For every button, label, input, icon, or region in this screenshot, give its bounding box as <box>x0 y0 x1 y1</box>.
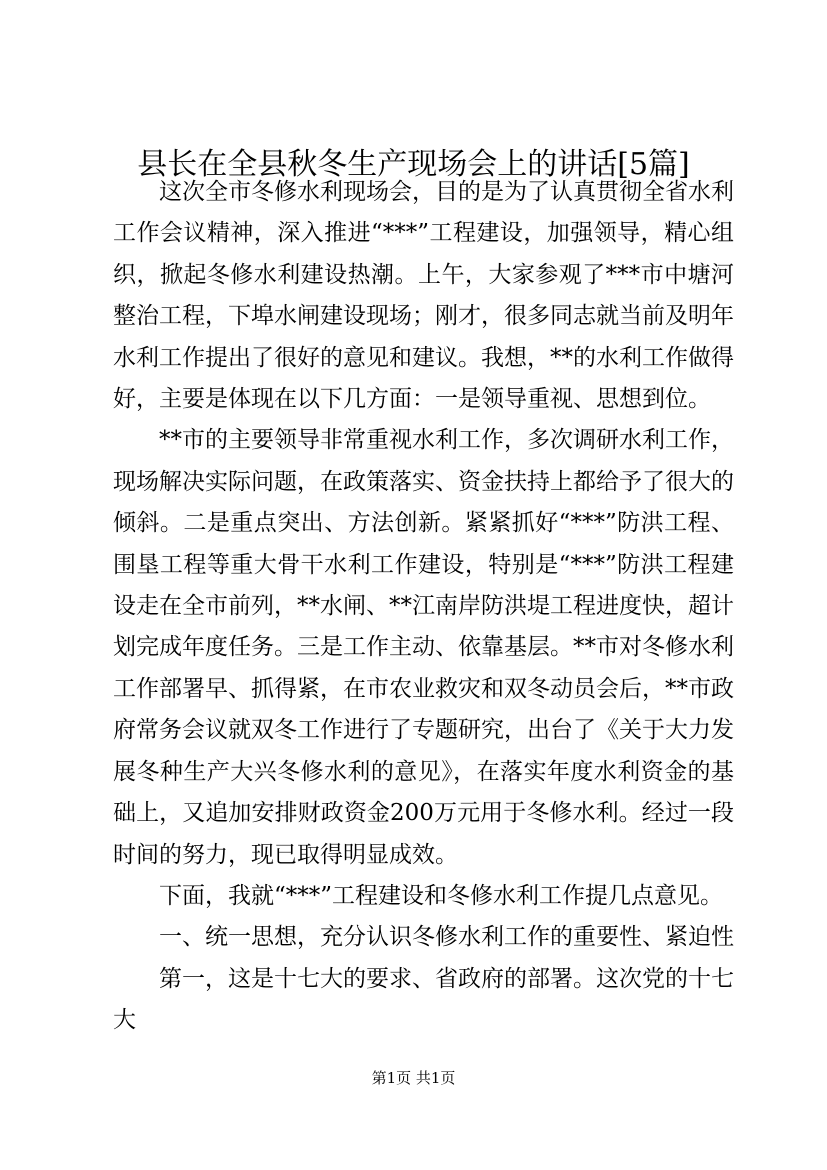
document-body <box>113 172 734 1042</box>
section-heading-1: 一、统一思想，充分认识冬修水利工作的重要性、紧迫性 <box>159 924 734 951</box>
document-title: 县长在全县秋冬生产现场会上的讲话[5篇] <box>137 147 690 182</box>
page-footer: 第1页 共1页 <box>371 1069 456 1087</box>
paragraph-3: 下面，我就“***”工程建设和冬修水利工作提几点意见。 <box>159 882 724 909</box>
paragraph-1: 这次全市冬修水利现场会，目的是为了认真贯彻全省水利工作会议精神，深入推进“***”工程建设，加强领导，精心组织，掀起冬修水利建设热潮。上午，大家参观了***市中塘河整治工程，下埠水闸建设现场；刚才，很多同志就当前及明年水利工作提出了很好的意见和建议。我想，**的水利工作做得好，主要是体现在以下几方面：一是领导重视、思想到位。 <box>113 179 734 413</box>
paragraph-4: 第一，这是十七大的要求、省政府的部署。这次党的十七大 <box>113 965 734 1034</box>
paragraph-2: **市的主要领导非常重视水利工作，多次调研水利工作，现场解决实际问题，在政策落实、资金扶持上都给予了很大的倾斜。二是重点突出、方法创新。紧紧抓好“***”防洪工程、围垦工程等重大骨干水利工作建设，特别是“***”防洪工程建设走在全市前列，**水闸、**江南岸防洪堤工程进度快，超计划完成年度任务。三是工作主动、依靠基层。**市对冬修水利工作部署早、抓得紧，在市农业救灾和双冬动员会后，**市政府常务会议就双冬工作进行了专题研究，出台了《关于大力发展冬种生产大兴冬修水利的意见》，在落实年度水利资金的基础上，又追加安排财政资金200万元用于冬修水利。经过一段时间的努力，现已取得明显成效。 <box>113 427 734 868</box>
